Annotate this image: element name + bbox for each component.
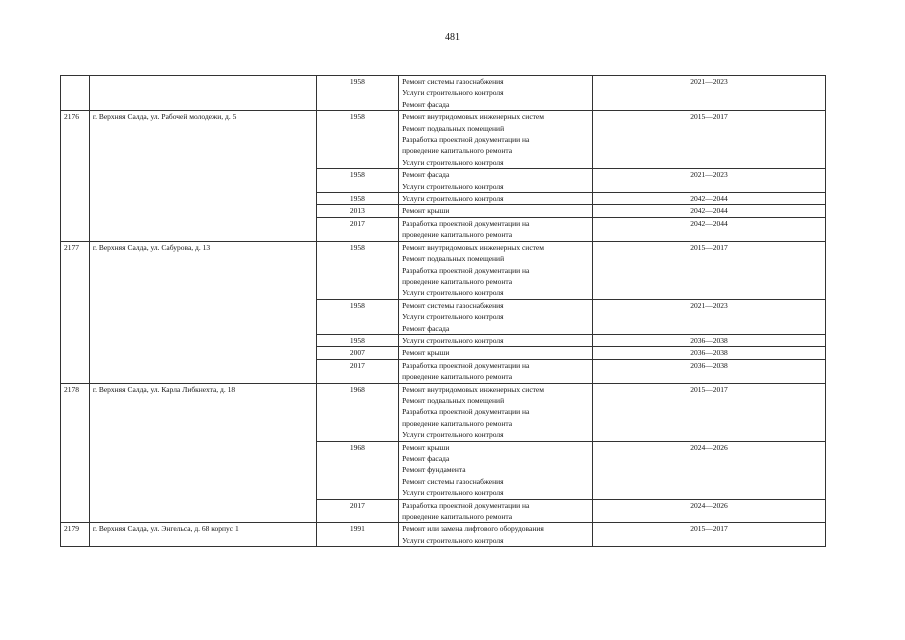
table-entry bbox=[61, 383, 826, 523]
work-item: Услуги строительного контроля bbox=[402, 88, 504, 98]
work-list bbox=[399, 241, 593, 299]
work-year: 1968 bbox=[316, 383, 398, 441]
work-item: Ремонт крыши bbox=[402, 206, 450, 216]
work-item: Разработка проектной документации на bbox=[402, 407, 530, 417]
work-item: Ремонт системы газоснабжения bbox=[402, 77, 504, 86]
work-period: 2042—2044 bbox=[592, 217, 825, 241]
table-row bbox=[61, 241, 826, 299]
table-row bbox=[61, 523, 826, 547]
work-item: проведение капитального ремонта bbox=[402, 276, 513, 286]
work-period: 2024—2026 bbox=[592, 441, 825, 499]
work-year: 1958 bbox=[316, 169, 398, 193]
work-item: Разработка проектной документации на bbox=[402, 360, 530, 370]
work-list bbox=[399, 111, 593, 169]
work-item: Услуги строительного контроля bbox=[402, 157, 504, 167]
work-item: Ремонт системы газоснабжения bbox=[402, 300, 504, 310]
work-item: проведение капитального ремонта bbox=[402, 418, 513, 428]
work-list bbox=[399, 193, 593, 205]
work-year: 1958 bbox=[316, 334, 398, 346]
work-item: проведение капитального ремонта bbox=[402, 230, 513, 240]
table-row bbox=[61, 383, 826, 441]
work-list bbox=[399, 523, 593, 547]
work-list bbox=[399, 499, 593, 523]
work-item: Услуги строительного контроля bbox=[402, 181, 504, 191]
work-period: 2015—2017 bbox=[592, 111, 825, 169]
entry-address: г. Верхняя Салда, ул. Карла Либкнехта, д. 18 bbox=[89, 383, 316, 523]
work-year: 2007 bbox=[316, 347, 398, 359]
work-period: 2042—2044 bbox=[592, 193, 825, 205]
work-list bbox=[399, 205, 593, 217]
work-year: 1958 bbox=[316, 299, 398, 334]
work-period: 2036—2038 bbox=[592, 334, 825, 346]
work-item: Ремонт фасада bbox=[402, 99, 450, 109]
work-year: 1958 bbox=[316, 76, 398, 111]
work-item: Разработка проектной документации на bbox=[402, 265, 530, 275]
work-list bbox=[399, 359, 593, 383]
work-year: 1958 bbox=[316, 241, 398, 299]
table-entry bbox=[61, 76, 826, 111]
work-year: 1968 bbox=[316, 441, 398, 499]
work-item: Ремонт или замена лифтового оборудования bbox=[402, 524, 544, 534]
work-item: Услуги строительного контроля bbox=[402, 194, 504, 204]
work-item: проведение капитального ремонта bbox=[402, 146, 513, 156]
work-item: Ремонт внутридомовых инженерных систем bbox=[402, 384, 544, 394]
work-list bbox=[399, 383, 593, 441]
work-item: Ремонт крыши bbox=[402, 348, 450, 358]
work-item: Услуги строительного контроля bbox=[402, 488, 504, 498]
work-item: Услуги строительного контроля bbox=[402, 335, 504, 345]
work-period: 2015—2017 bbox=[592, 523, 825, 547]
table-entry bbox=[61, 523, 826, 547]
work-item: Услуги строительного контроля bbox=[402, 288, 504, 298]
work-period: 2042—2044 bbox=[592, 205, 825, 217]
work-list bbox=[399, 334, 593, 346]
work-item: Ремонт подвальных помещений bbox=[402, 395, 505, 405]
work-period: 2036—2038 bbox=[592, 359, 825, 383]
table-entry bbox=[61, 111, 826, 241]
work-item: Ремонт крыши bbox=[402, 442, 450, 452]
work-year: 2017 bbox=[316, 359, 398, 383]
work-item: Разработка проектной документации на bbox=[402, 218, 530, 228]
entry-number bbox=[61, 76, 90, 111]
work-item: Ремонт фундамента bbox=[402, 465, 466, 475]
work-period: 2015—2017 bbox=[592, 241, 825, 299]
work-item: Разработка проектной документации на bbox=[402, 135, 530, 145]
work-year: 1991 bbox=[316, 523, 398, 547]
work-item: Ремонт внутридомовых инженерных систем bbox=[402, 112, 544, 122]
work-period: 2036—2038 bbox=[592, 347, 825, 359]
work-list bbox=[399, 441, 593, 499]
work-item: Ремонт фасада bbox=[402, 323, 450, 333]
entry-number: 2177 bbox=[61, 241, 90, 383]
work-period: 2021—2023 bbox=[592, 169, 825, 193]
work-item: Ремонт системы газоснабжения bbox=[402, 476, 504, 486]
work-list bbox=[399, 169, 593, 193]
work-period: 2021—2023 bbox=[592, 76, 825, 111]
table-row bbox=[61, 111, 826, 169]
entry-address: г. Верхняя Салда, ул. Энгельса, д. 68 корпус 1 bbox=[89, 523, 316, 547]
work-period: 2024—2026 bbox=[592, 499, 825, 523]
work-item: Ремонт подвальных помещений bbox=[402, 123, 505, 133]
work-year: 2013 bbox=[316, 205, 398, 217]
work-list bbox=[399, 299, 593, 334]
work-item: Ремонт фасада bbox=[402, 454, 450, 463]
repair-schedule-table bbox=[60, 75, 826, 547]
table-row bbox=[61, 76, 826, 111]
work-item: проведение капитального ремонта bbox=[402, 372, 513, 382]
work-item: Разработка проектной документации на bbox=[402, 500, 530, 510]
work-year: 1958 bbox=[316, 193, 398, 205]
table-entry bbox=[61, 241, 826, 383]
work-year: 2017 bbox=[316, 217, 398, 241]
work-item: Услуги строительного контроля bbox=[402, 430, 504, 440]
work-item: проведение капитального ремонта bbox=[402, 512, 513, 522]
work-item: Ремонт внутридомовых инженерных систем bbox=[402, 242, 544, 252]
entry-number: 2178 bbox=[61, 383, 90, 523]
work-list bbox=[399, 76, 593, 111]
entry-address: г. Верхняя Салда, ул. Рабочей молодежи, д. 5 bbox=[89, 111, 316, 241]
work-item: Услуги строительного контроля bbox=[402, 312, 504, 322]
entry-address: г. Верхняя Салда, ул. Сабурова, д. 13 bbox=[89, 241, 316, 383]
work-year: 1958 bbox=[316, 111, 398, 169]
work-item: Ремонт фасада bbox=[402, 170, 450, 180]
work-period: 2021—2023 bbox=[592, 299, 825, 334]
work-item: Ремонт подвальных помещений bbox=[402, 254, 505, 264]
work-year: 2017 bbox=[316, 499, 398, 523]
work-list bbox=[399, 217, 593, 241]
entry-address bbox=[89, 76, 316, 111]
page-number: 481 bbox=[445, 32, 460, 43]
work-period: 2015—2017 bbox=[592, 383, 825, 441]
entry-number: 2176 bbox=[61, 111, 90, 241]
work-item: Услуги строительного контроля bbox=[402, 535, 504, 545]
work-list bbox=[399, 347, 593, 359]
entry-number: 2179 bbox=[61, 523, 90, 547]
